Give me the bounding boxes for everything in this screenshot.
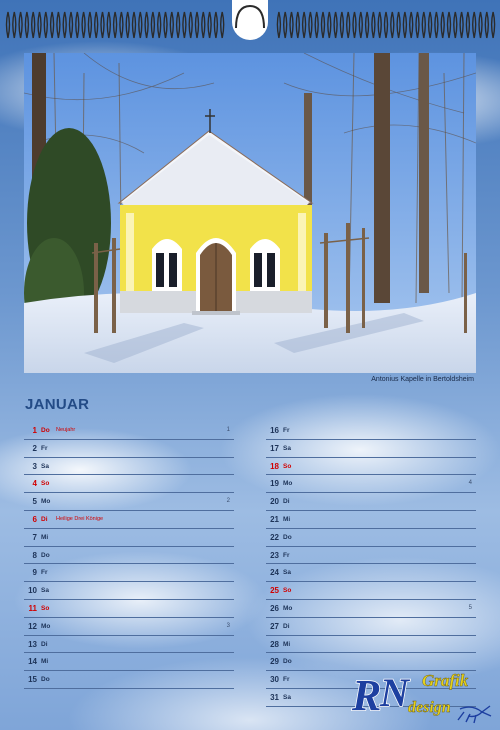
spiral-coil bbox=[334, 12, 337, 38]
spiral-coil bbox=[454, 12, 457, 38]
day-number: 30 bbox=[270, 675, 279, 685]
spiral-coil bbox=[57, 12, 60, 38]
spiral-coil bbox=[403, 12, 406, 38]
day-number: 3 bbox=[32, 461, 37, 471]
spiral-coil bbox=[322, 12, 325, 38]
spiral-coil bbox=[378, 12, 381, 38]
weekday-label: Sa bbox=[283, 569, 291, 577]
day-number: 4 bbox=[32, 479, 37, 489]
spiral-coil bbox=[466, 12, 469, 38]
day-row bbox=[24, 653, 234, 671]
weekday-label: Mo bbox=[283, 604, 293, 612]
weekday-label: Fr bbox=[41, 569, 48, 577]
day-number: 16 bbox=[270, 426, 279, 435]
spiral-coil bbox=[422, 12, 425, 38]
logo-word-design: design bbox=[408, 699, 451, 716]
weekday-label: Mi bbox=[283, 515, 291, 523]
weekday-label: Mi bbox=[283, 640, 291, 648]
day-number: 29 bbox=[270, 657, 279, 667]
day-number: 20 bbox=[270, 497, 279, 507]
day-row bbox=[266, 440, 476, 458]
week-number: 2 bbox=[226, 498, 230, 505]
day-number: 15 bbox=[28, 675, 37, 685]
day-row bbox=[266, 458, 476, 476]
spiral-coil bbox=[416, 12, 419, 38]
week-number: 5 bbox=[468, 604, 472, 611]
weekday-label: So bbox=[283, 462, 292, 470]
spiral-coil bbox=[189, 12, 192, 38]
weekday-label: Sa bbox=[283, 693, 291, 701]
day-number: 31 bbox=[270, 692, 279, 702]
spiral-coil bbox=[485, 12, 488, 38]
spiral-coil bbox=[88, 12, 91, 38]
spiral-binding bbox=[0, 0, 500, 44]
spiral-coil bbox=[315, 12, 318, 38]
day-number: 9 bbox=[32, 568, 37, 578]
day-row bbox=[24, 511, 234, 529]
day-row bbox=[266, 600, 476, 618]
day-number: 26 bbox=[270, 603, 279, 613]
spiral-coil bbox=[19, 12, 22, 38]
day-number: 23 bbox=[270, 550, 279, 560]
spiral-coil bbox=[25, 12, 28, 38]
spiral-coil bbox=[448, 12, 451, 38]
day-number: 12 bbox=[28, 621, 37, 631]
spiral-coil bbox=[139, 12, 142, 38]
spiral-coil bbox=[277, 12, 280, 38]
weekday-label: So bbox=[283, 587, 292, 595]
weekday-label: Mi bbox=[41, 658, 49, 666]
spiral-coil bbox=[328, 12, 331, 38]
day-row bbox=[24, 422, 234, 440]
spiral-coil bbox=[114, 12, 117, 38]
weekday-label: Do bbox=[283, 533, 292, 541]
spiral-coil bbox=[133, 12, 136, 38]
chapel-illustration bbox=[24, 53, 476, 373]
day-number: 21 bbox=[270, 514, 279, 524]
weekday-label: Mi bbox=[41, 533, 49, 541]
spiral-coil bbox=[120, 12, 123, 38]
rn-grafik-design-logo bbox=[350, 664, 495, 726]
day-row bbox=[24, 475, 234, 493]
weekday-label: Do bbox=[41, 551, 50, 559]
spiral-coil bbox=[95, 12, 98, 38]
day-row bbox=[24, 582, 234, 600]
weekday-label: Mo bbox=[283, 480, 293, 488]
spiral-coil bbox=[353, 12, 356, 38]
weekday-label: Di bbox=[41, 515, 48, 523]
weekday-label: Fr bbox=[283, 676, 290, 684]
spiral-coil bbox=[290, 12, 293, 38]
weekday-label: Mo bbox=[41, 622, 51, 630]
spiral-coil bbox=[38, 12, 41, 38]
day-row bbox=[266, 636, 476, 654]
holiday-label: Neujahr bbox=[56, 427, 76, 433]
spiral-coil bbox=[284, 12, 287, 38]
spiral-coil bbox=[202, 12, 205, 38]
spiral-coil bbox=[221, 12, 224, 38]
spiral-coil bbox=[44, 12, 47, 38]
day-number: 28 bbox=[270, 639, 279, 649]
day-number: 18 bbox=[270, 461, 279, 471]
day-number: 22 bbox=[270, 532, 279, 542]
weekday-label: Sa bbox=[41, 462, 49, 470]
month-title: JANUAR bbox=[25, 396, 90, 413]
spiral-coil bbox=[296, 12, 299, 38]
weekday-label: Di bbox=[283, 622, 290, 630]
week-number: 3 bbox=[226, 622, 230, 629]
spiral-coil bbox=[70, 12, 73, 38]
day-row bbox=[266, 475, 476, 493]
weekday-label: Do bbox=[41, 676, 50, 684]
spiral-coil bbox=[303, 12, 306, 38]
spiral-coil bbox=[340, 12, 343, 38]
day-number: 17 bbox=[270, 443, 279, 453]
day-row bbox=[24, 671, 234, 689]
holiday-label: Heilige Drei Könige bbox=[56, 515, 104, 522]
day-row bbox=[24, 636, 234, 654]
weekday-label: So bbox=[41, 604, 50, 612]
day-row bbox=[24, 440, 234, 458]
day-row bbox=[266, 529, 476, 547]
spiral-coil bbox=[158, 12, 161, 38]
weekday-label: Fr bbox=[283, 427, 290, 434]
spiral-coil bbox=[170, 12, 173, 38]
day-number: 7 bbox=[32, 532, 37, 542]
spiral-coil bbox=[107, 12, 110, 38]
day-number: 1 bbox=[32, 426, 37, 435]
spiral-coil bbox=[208, 12, 211, 38]
week-number: 1 bbox=[226, 427, 230, 433]
weekday-label: Fr bbox=[283, 551, 290, 559]
spiral-coil bbox=[32, 12, 35, 38]
day-number: 10 bbox=[28, 586, 37, 596]
day-number: 11 bbox=[28, 603, 37, 613]
spiral-coil bbox=[126, 12, 129, 38]
day-row bbox=[24, 618, 234, 636]
svg-text:R: R bbox=[352, 671, 382, 720]
spiral-coil bbox=[397, 12, 400, 38]
weekday-label: Do bbox=[283, 658, 292, 666]
spiral-coil bbox=[51, 12, 54, 38]
spiral-coil bbox=[441, 12, 444, 38]
day-row bbox=[266, 618, 476, 636]
weekday-label: Sa bbox=[41, 587, 49, 595]
spiral-coil bbox=[410, 12, 413, 38]
spiral-coil bbox=[309, 12, 312, 38]
day-row bbox=[266, 493, 476, 511]
weekday-label: Mo bbox=[41, 498, 51, 506]
spiral-coil bbox=[82, 12, 85, 38]
spiral-coil bbox=[460, 12, 463, 38]
day-row bbox=[24, 458, 234, 476]
day-number: 5 bbox=[32, 497, 37, 507]
days-column-left bbox=[24, 422, 234, 689]
svg-text:N: N bbox=[380, 670, 409, 715]
spiral-coil bbox=[196, 12, 199, 38]
spiral-coil bbox=[7, 12, 10, 38]
spiral-coil bbox=[177, 12, 180, 38]
day-number: 19 bbox=[270, 479, 279, 489]
day-row bbox=[266, 547, 476, 565]
weekday-label: Fr bbox=[41, 444, 48, 452]
day-number: 25 bbox=[270, 586, 279, 596]
spiral-coil bbox=[435, 12, 438, 38]
hanger-wire bbox=[236, 6, 264, 28]
spiral-coil bbox=[372, 12, 375, 38]
day-number: 6 bbox=[32, 514, 37, 524]
spiral-coil bbox=[479, 12, 482, 38]
spiral-coil bbox=[366, 12, 369, 38]
spiral-coil bbox=[385, 12, 388, 38]
spiral-coil bbox=[183, 12, 186, 38]
spiral-coil bbox=[101, 12, 104, 38]
photo-caption: Antonius Kapelle in Bertoldsheim bbox=[371, 376, 474, 383]
day-number: 14 bbox=[28, 657, 37, 667]
day-row bbox=[24, 600, 234, 618]
spiral-coil bbox=[347, 12, 350, 38]
spiral-coil bbox=[359, 12, 362, 38]
lobster-icon bbox=[458, 706, 491, 723]
cover-photo bbox=[24, 53, 476, 373]
spiral-coil bbox=[76, 12, 79, 38]
day-row bbox=[266, 511, 476, 529]
weekday-label: Do bbox=[41, 427, 50, 434]
spiral-coil bbox=[13, 12, 16, 38]
spiral-coil bbox=[164, 12, 167, 38]
spiral-coil bbox=[151, 12, 154, 38]
day-row bbox=[24, 547, 234, 565]
day-row bbox=[266, 582, 476, 600]
weekday-label: Di bbox=[41, 640, 48, 648]
spiral-coil bbox=[214, 12, 217, 38]
logo-word-grafik: Grafik bbox=[422, 671, 469, 690]
day-number: 24 bbox=[270, 568, 279, 578]
day-row bbox=[24, 564, 234, 582]
day-number: 27 bbox=[270, 621, 279, 631]
spiral-coil bbox=[391, 12, 394, 38]
day-row bbox=[24, 529, 234, 547]
weekday-label: Di bbox=[283, 498, 290, 506]
day-number: 8 bbox=[32, 550, 37, 560]
spiral-coil bbox=[492, 12, 495, 38]
spiral-coil bbox=[145, 12, 148, 38]
spiral-coil bbox=[473, 12, 476, 38]
spiral-coil bbox=[429, 12, 432, 38]
day-row bbox=[24, 493, 234, 511]
day-number: 2 bbox=[32, 443, 37, 453]
weekday-label: So bbox=[41, 480, 50, 488]
day-number: 13 bbox=[28, 639, 37, 649]
spiral-coil bbox=[63, 12, 66, 38]
weekday-label: Sa bbox=[283, 444, 291, 452]
day-row bbox=[266, 564, 476, 582]
day-row bbox=[266, 422, 476, 440]
week-number: 4 bbox=[468, 480, 472, 487]
